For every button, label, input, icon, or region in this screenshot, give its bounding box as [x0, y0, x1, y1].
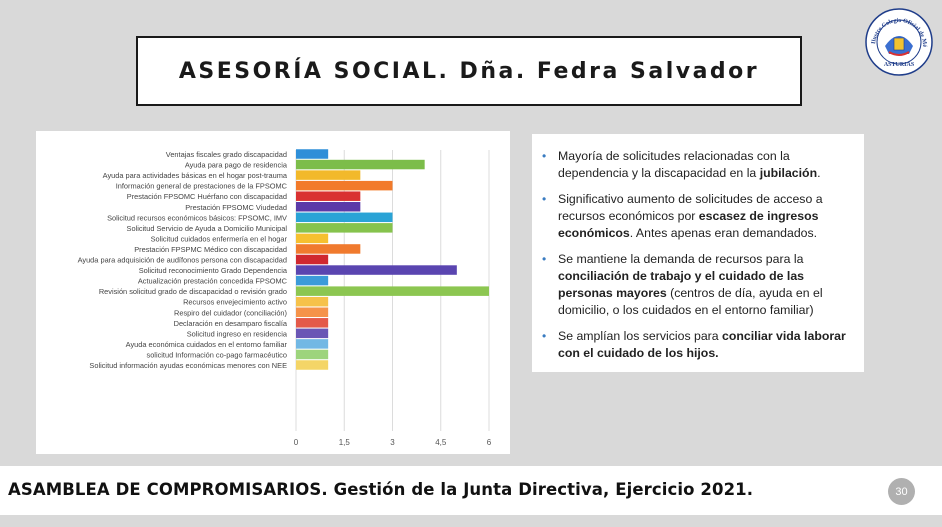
bullet-dot-icon: • [542, 252, 547, 266]
x-tick-label: 0 [293, 438, 299, 447]
footer-text: ASAMBLEA DE COMPROMISARIOS. Gestión de la Junta Directiva, Ejercicio 2021. [8, 480, 754, 499]
bullet-text: . [817, 166, 821, 180]
category-label: Declaración en desamparo fiscalía [173, 318, 287, 328]
bar [296, 297, 328, 307]
category-label: Solicitud recursos económicos básicos: FPSOMC, IMV [107, 213, 287, 223]
bullet-dot-icon: • [542, 149, 547, 163]
category-label: Información general de prestaciones de la FPSOMC [115, 181, 287, 191]
category-label: Prestación FPSPMC Médico con discapacidad [134, 244, 287, 254]
bar-chart [36, 131, 510, 454]
bullet-text: Se mantiene la demanda de recursos para la [558, 252, 804, 266]
bullet-bold-text: escasez de ingresos económicos [558, 209, 819, 240]
category-label: Recursos envejecimiento activo [183, 297, 287, 307]
bullet-bold-text: jubilación [759, 166, 818, 180]
page-number-badge [888, 478, 915, 505]
college-seal-logo [865, 8, 933, 76]
bar [296, 170, 360, 180]
bullet-item [540, 251, 854, 319]
bar [296, 234, 328, 244]
x-tick-label: 1,5 [338, 438, 350, 447]
chart-panel [36, 131, 510, 454]
bullet-dot-icon: • [542, 192, 547, 206]
bar [296, 202, 360, 212]
category-label: Revisión solicitud grado de discapacidad o revisión grado [98, 287, 287, 297]
bar [296, 329, 328, 339]
bar [296, 318, 328, 328]
bullet-list [540, 148, 854, 362]
bullet-bold-text: conciliación de trabajo y el cuidado de las personas mayores [558, 269, 805, 300]
category-label: Ayuda para adquisición de audífonos persona con discapacidad [77, 255, 287, 265]
bullet-item [540, 328, 854, 362]
page-number: 30 [895, 485, 908, 498]
bar [296, 286, 489, 296]
bar [296, 213, 393, 223]
x-tick-label: 6 [486, 438, 492, 447]
category-label: Respiro del cuidador (conciliación) [174, 308, 287, 318]
category-label: Ventajas fiscales grado discapacidad [165, 150, 287, 159]
category-label: Solicitud información ayudas económicas menores con NEE [89, 361, 287, 370]
bar [296, 265, 457, 275]
seal-ring-text: Ilustre Colegio Oficial de Mé [871, 17, 928, 48]
category-label: Ayuda económica cuidados en el entorno familiar [125, 339, 287, 349]
bar [296, 339, 328, 349]
bar [296, 181, 393, 191]
bullet-item [540, 191, 854, 242]
bullet-item [540, 148, 854, 182]
category-label: Solicitud ingreso en residencia [186, 329, 287, 339]
bar [296, 360, 328, 370]
bullet-text: Mayoría de solicitudes relacionadas con la dependencia y la discapacidad en la [558, 149, 790, 180]
category-label: Prestación FPSOMC Huérfano con discapacidad [126, 192, 287, 202]
bar [296, 255, 328, 265]
category-label: Solicitud Servicio de Ayuda a Domicilio Municipal [126, 223, 287, 233]
bar [296, 149, 328, 159]
bar [296, 350, 328, 360]
bar [296, 244, 360, 254]
slide-title: ASESORÍA SOCIAL. Dña. Fedra Salvador [178, 58, 760, 84]
bar [296, 276, 328, 286]
bullet-dot-icon: • [542, 329, 547, 343]
category-label: Ayuda para actividades básicas en el hogar post-trauma [102, 171, 287, 181]
text-panel [532, 134, 864, 372]
seal-bottom-text: ASTURIAS [883, 62, 915, 68]
x-tick-label: 4,5 [435, 438, 447, 447]
bullet-text: (centros de día, ayuda en el domicilio, o los cuidados en el entorno familiar) [558, 286, 823, 317]
bullet-bold-text: conciliar vida laborar con el cuidado de los hijos. [558, 329, 846, 360]
bar [296, 160, 425, 170]
category-label: Solicitud cuidados enfermería en el hogar [150, 234, 287, 244]
category-label: Ayuda para pago de residencia [184, 160, 287, 170]
footer-bar [0, 466, 942, 515]
bullet-text: Significativo aumento de solicitudes de acceso a recursos económicos por [558, 192, 823, 223]
category-label: Solicitud reconocimiento Grado Dependencia [138, 266, 287, 276]
bar [296, 191, 360, 201]
bar [296, 308, 328, 318]
bar [296, 223, 393, 233]
bullet-text: . Antes apenas eran demandados. [629, 226, 818, 240]
title-box [136, 36, 802, 106]
category-label: solicitud Información co-pago farmacéutico [146, 350, 287, 360]
bullet-text: Se amplían los servicios para [558, 329, 723, 343]
category-label: Actualización prestación concedida FPSOMC [137, 276, 287, 286]
x-tick-label: 3 [390, 438, 395, 447]
category-label: Prestación FPSOMC Viudedad [185, 202, 287, 212]
